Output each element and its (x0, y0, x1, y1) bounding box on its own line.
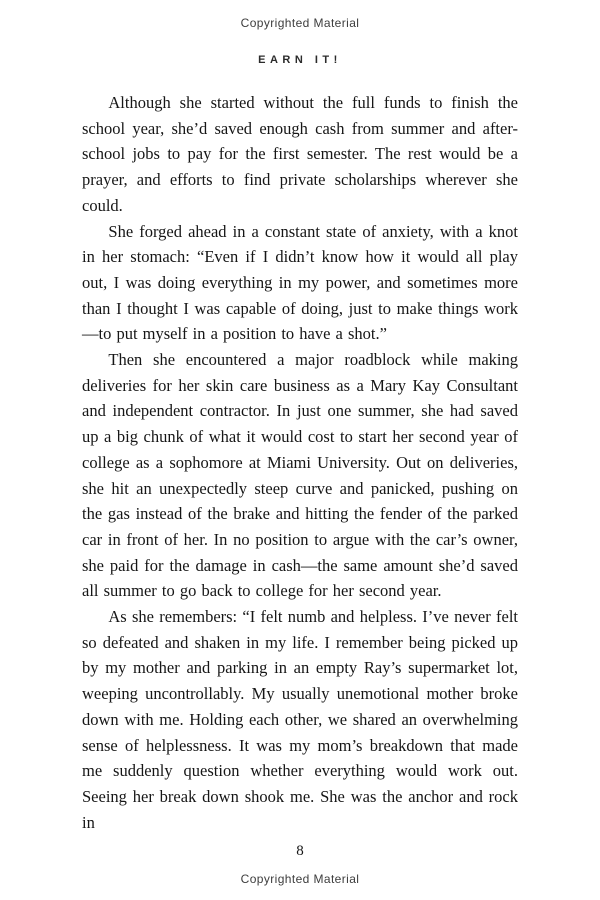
copyright-notice-bottom: Copyrighted Material (240, 872, 360, 886)
paragraph: Although she started without the full funds to finish the school year, she’d saved enough cash from summer and after-school jobs to pay for the first semester. The rest would be a prayer, and efforts to find private scholarships wherever she could. (82, 93, 518, 215)
running-header: EARN IT! (258, 54, 342, 66)
page-number: 8 (296, 843, 304, 859)
paragraph: She forged ahead in a constant state of anxiety, with a knot in her stomach: “Even if I didn’t know how it would all play out, I was doing everything in my power, and sometimes more than I thought I was capable of doing, just to make things work—to put myself in a position to have a shot.” (82, 221, 518, 344)
paragraph: Then she encountered a major roadblock while making deliveries for her skin care business as a Mary Kay Consultant and independent contractor. In just one summer, she had saved up a big chunk of what it would cost to start her second year of college as a sophomore at Miami University. Out on deliveries, she hit an unexpectedly steep curve and panicked, pushing on the gas instead of the brake and hitting the fender of the parked car in front of her. In no position to argue with the car’s owner, she paid for the damage in cash—the same amount she’d saved all summer to go back to college for her second year. (82, 350, 518, 601)
copyright-notice-top: Copyrighted Material (240, 16, 360, 30)
page-footer (0, 843, 600, 900)
paragraph: As she remembers: “I felt numb and helpless. I’ve never felt so defeated and shaken in my life. I remember being picked up by my mother and parking in an empty Ray’s supermarket lot, weeping uncontrollably. My usually unemotional mother broke down with me. Holding each other, we shared an overwhelming sense of helplessness. It was my mom’s breakdown that made me suddenly question whether everything would work out. Seeing her break down shook me. She was the anchor and rock in (82, 607, 518, 832)
body-text (82, 90, 518, 835)
